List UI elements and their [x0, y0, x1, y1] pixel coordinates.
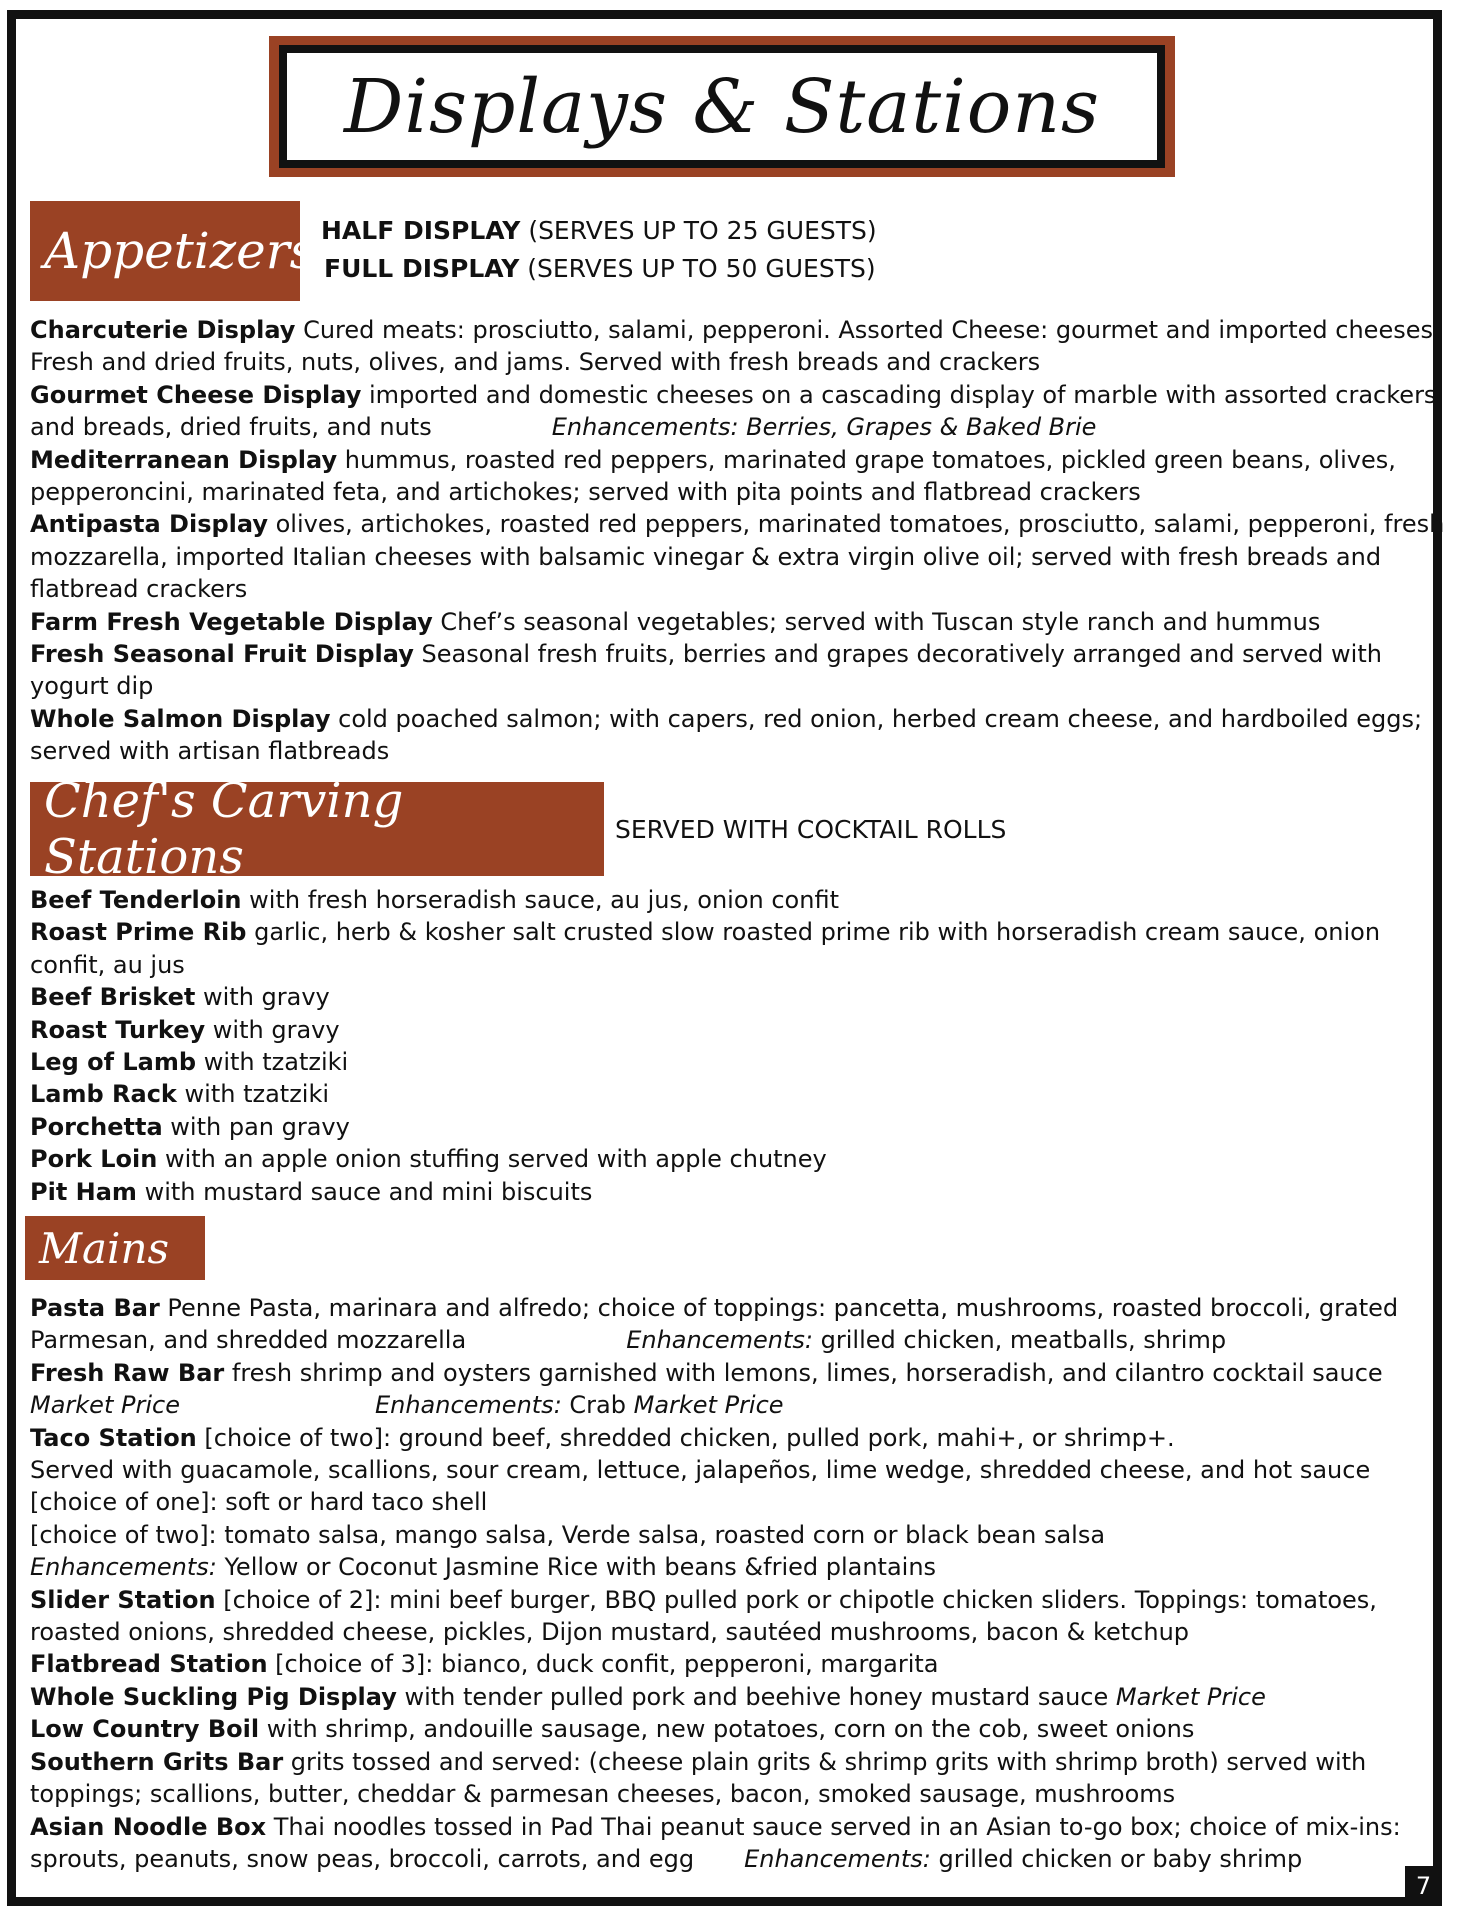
list-item: Taco Station [choice of two]: ground beef, shredded chicken, pulled pork, mahi+, or shrimp+. Served with guacamole, scallions, sour cream, lettuce, jalapeños, lime wedge, shredded cheese, and hot sauce [choice of one]: soft or hard taco shell [choice of two]: tomato salsa, mango salsa, Verde salsa, roasted corn or black bean salsa Enhancements: Yellow or Coconut Jasmine Rice with beans &fried plantains	[30, 1423, 1371, 1582]
list-item: Roast Turkey with gravy	[30, 1015, 340, 1044]
list-item: Charcuterie Display Cured meats: prosciutto, salami, pepperoni. Assorted Cheese: gourmet and imported cheeses. Fresh and dried fruits, nuts, olives, and jams. Served with fresh breads and crackers	[30, 316, 1441, 377]
list-item: Porchetta with pan gravy	[30, 1112, 350, 1141]
mains-banner	[25, 1216, 205, 1280]
full-display-note: FULL DISPLAY (SERVES UP TO 50 GUESTS)	[324, 254, 876, 283]
page-number: 7	[1405, 1866, 1442, 1906]
list-item: Beef Brisket with gravy	[30, 983, 330, 1012]
list-item: Southern Grits Bar grits tossed and served: (cheese plain grits & shrimp grits with shrimp broth) served with toppings; scallions, butter, cheddar & parmesan cheeses, bacon, smoked sausage, mushrooms	[30, 1747, 1367, 1809]
appetizers-banner	[30, 201, 316, 301]
list-item: Pit Ham with mustard sauce and mini biscuits	[30, 1177, 593, 1206]
carving-banner-label: Chef's Carving Stations	[44, 773, 404, 885]
carving-note: SERVED WITH COCKTAIL ROLLS	[615, 815, 1007, 844]
title-box	[269, 36, 1175, 177]
carving-list	[30, 884, 1445, 1208]
list-item: Low Country Boil with shrimp, andouille sausage, new potatoes, corn on the cob, sweet onions	[30, 1715, 1195, 1744]
carving-banner	[30, 773, 604, 885]
list-item: Farm Fresh Vegetable Display Chef’s seasonal vegetables; served with Tuscan style ranch and hummus	[30, 607, 1321, 636]
mains-list	[30, 1292, 1445, 1875]
list-item: Roast Prime Rib garlic, herb & kosher salt crusted slow roasted prime rib with horseradish cream sauce, onion confit, au jus	[30, 918, 1381, 979]
list-item: Mediterranean Display hummus, roasted red peppers, marinated grape tomatoes, pickled green beans, olives, pepperoncini, marinated feta, and artichokes; served with pita points and flatbread crackers	[30, 445, 1396, 507]
appetizers-banner-label: Appetizers	[44, 222, 316, 280]
list-item: Pasta Bar Penne Pasta, marinara and alfredo; choice of toppings: pancetta, mushrooms, roasted broccoli, grated Parmesan, and shredded mozzarella Enhancements: grilled chicken, meatballs, shrimp	[30, 1294, 1399, 1355]
list-item: Fresh Raw Bar fresh shrimp and oysters garnished with lemons, limes, horseradish, and cilantro cocktail sauce Market Price Enhancements: Crab Market Price	[30, 1358, 1383, 1420]
list-item: Pork Loin with an apple onion stuffing served with apple chutney	[30, 1145, 827, 1174]
list-item: Leg of Lamb with tzatziki	[30, 1048, 349, 1077]
list-item: Beef Tenderloin with fresh horseradish sauce, au jus, onion confit	[30, 886, 839, 914]
appetizers-list	[30, 314, 1445, 768]
list-item: Fresh Seasonal Fruit Display Seasonal fresh fruits, berries and grapes decoratively arranged and served with yogurt dip	[30, 640, 1382, 701]
list-item: Gourmet Cheese Display imported and domestic cheeses on a cascading display of marble with assorted crackers and breads, dried fruits, and nuts Enhancements: Berries, Grapes & Baked Brie	[30, 380, 1437, 442]
list-item: Whole Salmon Display cold poached salmon; with capers, red onion, herbed cream cheese, and hardboiled eggs; served with artisan flatbreads	[30, 704, 1423, 766]
list-item: Antipasta Display olives, artichokes, roasted red peppers, marinated tomatoes, prosciutto, salami, pepperoni, fresh mozzarella, imported Italian cheeses with balsamic vinegar & extra virgin olive oil; served with fresh breads and flatbread crackers	[30, 510, 1445, 604]
list-item: Asian Noodle Box Thai noodles tossed in Pad Thai peanut sauce served in an Asian to-go box; choice of mix-ins: sprouts, peanuts, snow peas, broccoli, carrots, and egg Enhancements: grilled chicken or baby shrimp	[30, 1812, 1401, 1873]
page-title: Displays & Stations	[344, 63, 1100, 150]
mains-banner-label: Mains	[39, 1223, 170, 1273]
half-display-note: HALF DISPLAY (SERVES UP TO 25 GUESTS)	[321, 216, 877, 245]
list-item: Slider Station [choice of 2]: mini beef burger, BBQ pulled pork or chipotle chicken sliders. Toppings: tomatoes, roasted onions, shredded cheese, pickles, Dijon mustard, sautéed mushrooms, bacon & ketchup	[30, 1585, 1377, 1647]
list-item: Lamb Rack with tzatziki	[30, 1080, 330, 1109]
list-item: Flatbread Station [choice of 3]: bianco, duck confit, pepperoni, margarita	[30, 1650, 939, 1679]
list-item: Whole Suckling Pig Display with tender pulled pork and beehive honey mustard sauce Market Price	[30, 1682, 1266, 1711]
